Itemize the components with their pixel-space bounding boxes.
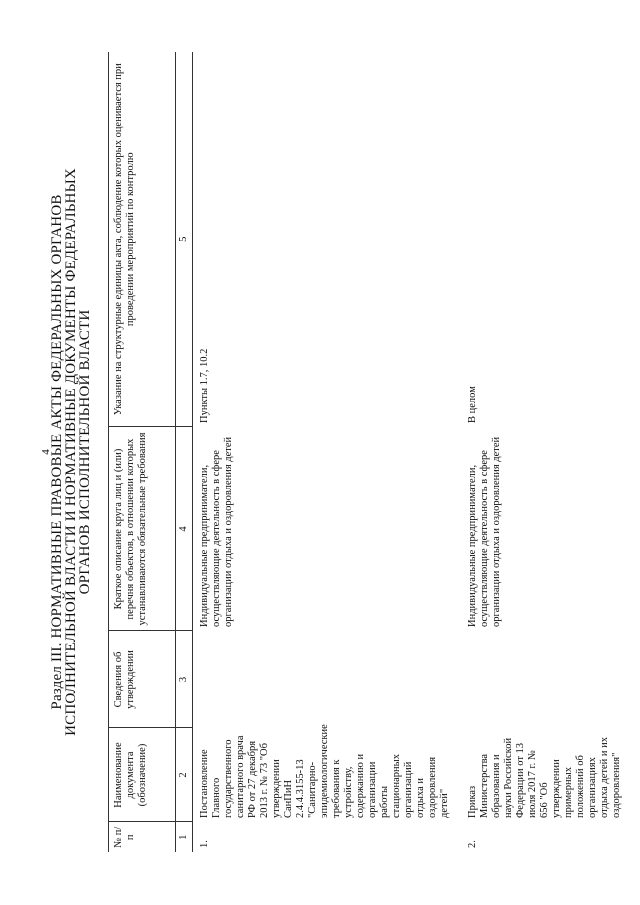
section-title-line-1: Раздел III. НОРМАТИВНЫЕ ПРАВОВЫЕ АКТЫ ФЕДЕРАЛЬНЫХ ОРГАНОВ: [49, 194, 65, 710]
table-row: [193, 52, 462, 852]
normative-acts-table: [108, 52, 633, 852]
structural-units: Пункты 1.7, 10.2: [199, 348, 210, 423]
approval-info: [193, 631, 462, 728]
structural-units: В целом: [467, 386, 478, 423]
column-number-row: [176, 52, 193, 852]
column-number: 2: [176, 728, 193, 822]
column-number: 3: [176, 631, 193, 728]
row-number: 2.: [467, 840, 478, 848]
section-title: [50, 12, 92, 892]
section-title-line-2: ИСПОЛНИТЕЛЬНОЙ ВЛАСТИ И НОРМАТИВНЫЕ ДОКУМЕНТЫ ФЕДЕРАЛЬНЫХ: [63, 168, 79, 736]
document-name: Постановление Главного государственного санитарного врача РФ от 27 декабря 2013 г. № 73 "Об утверждении СанПиН 2.4.4.3155-13 "Санитарно-эпидемиологические требования к устройству, содержанию и организации работы стационарных организаций отдыха и оздоровления детей": [199, 724, 450, 818]
header-document-name: Наименование документа (обозначение): [109, 728, 176, 822]
column-number: 5: [176, 52, 193, 427]
page-number: 4: [40, 449, 52, 455]
persons-description: Индивидуальные предприниматели, осуществляющие деятельность в сфере организации отдыха и оздоровления детей: [199, 436, 234, 627]
header-number: № п/п: [109, 822, 176, 852]
header-approval-info: Сведения об утверждении: [109, 631, 176, 728]
approval-info: [461, 631, 633, 728]
column-number: 4: [176, 427, 193, 631]
row-number: 1.: [199, 840, 210, 848]
section-title-line-3: ОРГАНОВ ИСПОЛНИТЕЛЬНОЙ ВЛАСТИ: [77, 309, 93, 595]
rotated-page-content: [49, 12, 622, 892]
document-name: Приказ Министерства образования и науки Российской Федерации от 13 июля 2017 г. № 656 "Об утверждении примерных положений об организациях отдыха детей и их оздоровления": [467, 737, 622, 818]
header-structural-units: Указание на структурные единицы акта, соблюдение которых оценивается при проведении мероприятий по контролю: [109, 52, 176, 427]
column-number: 1: [176, 822, 193, 852]
table-row: [461, 52, 633, 852]
header-persons-description: Краткое описание круга лиц и (или) перечня объектов, в отношении которых устанавливаются обязательные требования: [109, 427, 176, 631]
persons-description: Индивидуальные предприниматели, осуществляющие деятельность в сфере организации отдыха и оздоровления детей: [467, 436, 502, 627]
table-header-row: [109, 52, 176, 852]
